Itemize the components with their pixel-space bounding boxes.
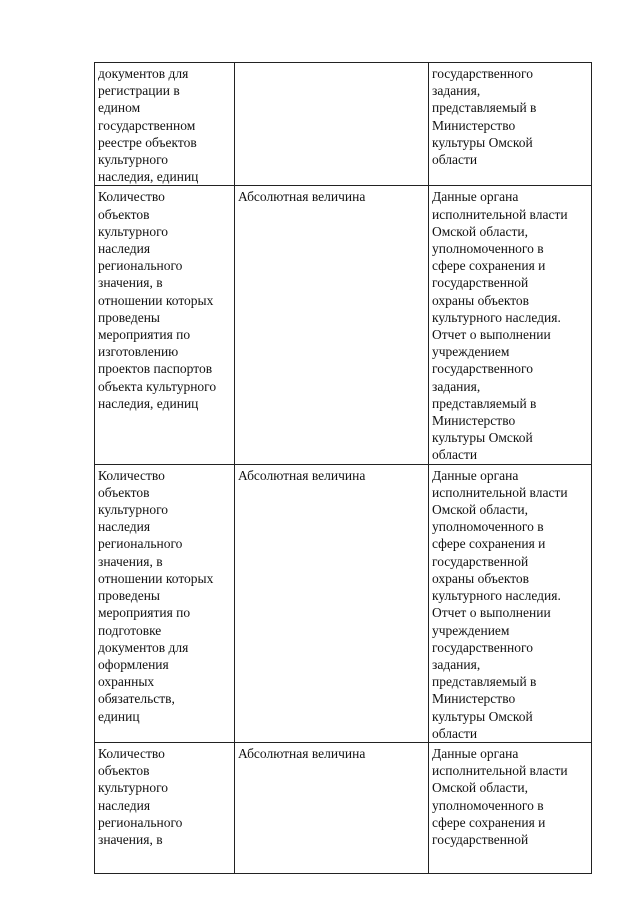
measurement-type-cell: Абсолютная величина	[235, 464, 429, 742]
data-source-cell: Данные органа исполнительной власти Омской области, уполномоченного в сфере сохранения и государственной	[429, 742, 592, 873]
indicator-name-cell: Количество объектов культурного наследия регионального значения, в отношении которых проведены мероприятия по изготовлению проектов паспортов объекта культурного наследия, единиц	[95, 186, 235, 464]
data-source-cell: Данные органа исполнительной власти Омской области, уполномоченного в сфере сохранения и государственной охраны объектов культурного наследия. Отчет о выполнении учреждением государственного задания, представляемый в Министерство культуры Омской области	[429, 464, 592, 742]
indicator-name-cell: документов для регистрации в едином государственном реестре объектов культурного наследия, единиц	[95, 63, 235, 186]
data-source-cell: Данные органа исполнительной власти Омской области, уполномоченного в сфере сохранения и государственной охраны объектов культурного наследия. Отчет о выполнении учреждением государственного задания, представляемый в Министерство культуры Омской области	[429, 186, 592, 464]
table-row	[95, 464, 592, 742]
table-row	[95, 63, 592, 186]
data-source-cell: государственного задания, представляемый в Министерство культуры Омской области	[429, 63, 592, 186]
table-row	[95, 186, 592, 464]
indicator-name-cell: Количество объектов культурного наследия регионального значения, в	[95, 742, 235, 873]
measurement-type-cell	[235, 63, 429, 186]
table-row	[95, 742, 592, 873]
measurement-type-cell: Абсолютная величина	[235, 186, 429, 464]
indicator-table	[94, 62, 592, 874]
measurement-type-cell: Абсолютная величина	[235, 742, 429, 873]
indicator-name-cell: Количество объектов культурного наследия регионального значения, в отношении которых проведены мероприятия по подготовке документов для оформления охранных обязательств, единиц	[95, 464, 235, 742]
